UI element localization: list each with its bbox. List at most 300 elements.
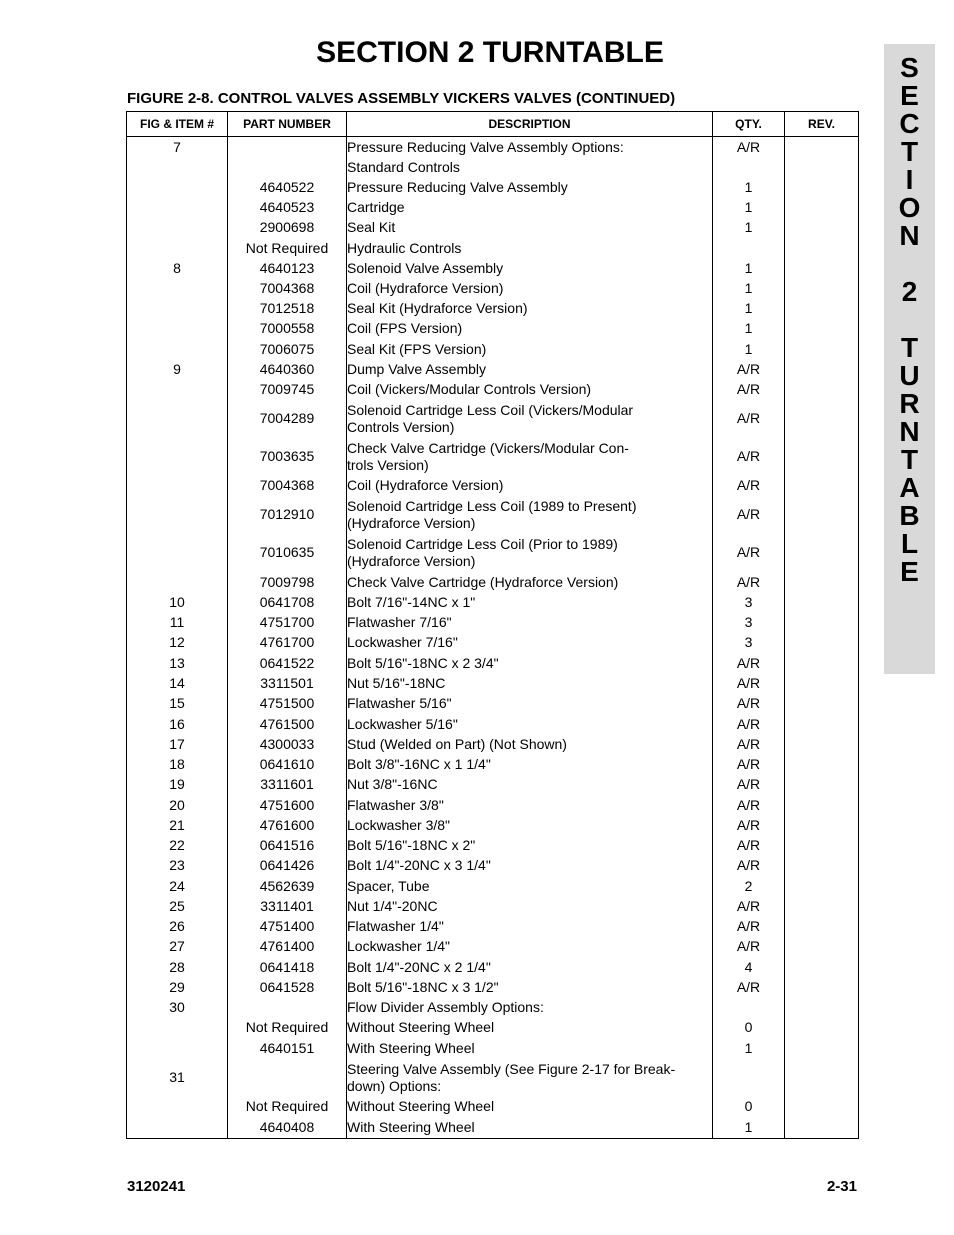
cell-qty: A/R — [713, 360, 785, 380]
cell-fig-item — [127, 198, 228, 218]
cell-rev — [785, 218, 859, 238]
table-header-row — [127, 112, 859, 137]
cell-rev — [785, 400, 859, 438]
cell-part-number: 7004368 — [228, 476, 347, 496]
cell-qty: A/R — [713, 400, 785, 438]
cell-part-number: Not Required — [228, 1018, 347, 1038]
cell-part-number: Not Required — [228, 238, 347, 259]
table-row — [127, 279, 859, 299]
description-line: Solenoid Cartridge Less Coil (1989 to Present) — [347, 498, 637, 514]
cell-rev — [785, 653, 859, 674]
table-row — [127, 360, 859, 380]
cell-rev — [785, 198, 859, 218]
table-row — [127, 218, 859, 238]
cell-qty: A/R — [713, 836, 785, 856]
cell-description: Nut 3/8"-16NC — [347, 775, 713, 795]
table-row — [127, 714, 859, 735]
cell-description: Lockwasher 5/16" — [347, 714, 713, 735]
table-row — [127, 694, 859, 714]
cell-qty: 1 — [713, 339, 785, 360]
table-row — [127, 755, 859, 775]
cell-part-number: 4640522 — [228, 178, 347, 198]
cell-qty: A/R — [713, 137, 785, 158]
cell-part-number: 4761500 — [228, 714, 347, 735]
cell-rev — [785, 795, 859, 816]
cell-rev — [785, 438, 859, 476]
description-line: Check Valve Cartridge (Vickers/Modular Con- — [347, 440, 629, 456]
cell-fig-item — [127, 319, 228, 339]
cell-description: Stud (Welded on Part) (Not Shown) — [347, 735, 713, 755]
cell-fig-item: 12 — [127, 633, 228, 653]
cell-fig-item: 30 — [127, 998, 228, 1018]
cell-description: Flatwasher 5/16" — [347, 694, 713, 714]
cell-qty: 1 — [713, 319, 785, 339]
cell-fig-item — [127, 380, 228, 400]
cell-fig-item: 19 — [127, 775, 228, 795]
cell-rev — [785, 836, 859, 856]
table-row — [127, 438, 859, 476]
table-row — [127, 158, 859, 178]
side-tab-letter: E — [900, 80, 919, 111]
cell-fig-item: 14 — [127, 674, 228, 694]
cell-description: Seal Kit — [347, 218, 713, 238]
cell-rev — [785, 279, 859, 299]
cell-qty: A/R — [713, 755, 785, 775]
side-tab-letter: O — [898, 192, 921, 223]
cell-part-number — [228, 158, 347, 178]
cell-rev — [785, 694, 859, 714]
cell-part-number: 7012910 — [228, 496, 347, 534]
table-row — [127, 299, 859, 319]
cell-rev — [785, 360, 859, 380]
cell-description: Bolt 7/16"-14NC x 1" — [347, 593, 713, 613]
cell-fig-item: 13 — [127, 653, 228, 674]
cell-description: Coil (Vickers/Modular Controls Version) — [347, 380, 713, 400]
cell-fig-item: 20 — [127, 795, 228, 816]
side-tab-letter: B — [899, 500, 920, 531]
cell-description — [347, 438, 713, 476]
side-tab-letter: N — [899, 416, 920, 447]
cell-part-number: 0641708 — [228, 593, 347, 613]
table-row — [127, 400, 859, 438]
cell-description: Check Valve Cartridge (Hydraforce Version) — [347, 572, 713, 593]
cell-qty: A/R — [713, 816, 785, 836]
cell-fig-item: 23 — [127, 856, 228, 876]
cell-rev — [785, 380, 859, 400]
table-row — [127, 572, 859, 593]
table-row — [127, 380, 859, 400]
cell-description: Bolt 5/16"-18NC x 2 3/4" — [347, 653, 713, 674]
cell-part-number: 7012518 — [228, 299, 347, 319]
cell-fig-item — [127, 400, 228, 438]
cell-part-number — [228, 137, 347, 158]
cell-rev — [785, 1059, 859, 1097]
cell-description: Coil (Hydraforce Version) — [347, 279, 713, 299]
cell-description: Nut 5/16"-18NC — [347, 674, 713, 694]
side-tab-letter: U — [899, 360, 920, 391]
cell-description: Lockwasher 1/4" — [347, 937, 713, 957]
cell-fig-item: 17 — [127, 735, 228, 755]
cell-fig-item: 26 — [127, 917, 228, 937]
cell-description — [347, 496, 713, 534]
table-row — [127, 633, 859, 653]
figure-caption: FIGURE 2-8. CONTROL VALVES ASSEMBLY VICKERS VALVES (CONTINUED) — [127, 90, 676, 107]
cell-qty: A/R — [713, 674, 785, 694]
cell-description: Coil (Hydraforce Version) — [347, 476, 713, 496]
table-row — [127, 534, 859, 572]
cell-qty: 1 — [713, 299, 785, 319]
cell-rev — [785, 674, 859, 694]
cell-rev — [785, 496, 859, 534]
cell-fig-item: 22 — [127, 836, 228, 856]
page-number: 2-31 — [826, 1178, 857, 1195]
cell-qty: A/R — [713, 897, 785, 917]
cell-part-number: 7000558 — [228, 319, 347, 339]
cell-qty: A/R — [713, 937, 785, 957]
cell-description: Bolt 1/4"-20NC x 3 1/4" — [347, 856, 713, 876]
cell-rev — [785, 158, 859, 178]
cell-description: Flow Divider Assembly Options: — [347, 998, 713, 1018]
cell-rev — [785, 137, 859, 158]
cell-fig-item — [127, 158, 228, 178]
cell-part-number: 7006075 — [228, 339, 347, 360]
cell-rev — [785, 1018, 859, 1038]
cell-part-number: 0641610 — [228, 755, 347, 775]
table-row — [127, 178, 859, 198]
description-line: down) Options: — [347, 1077, 442, 1094]
table-row — [127, 735, 859, 755]
cell-rev — [785, 178, 859, 198]
cell-qty: A/R — [713, 795, 785, 816]
cell-part-number: 0641418 — [228, 957, 347, 978]
cell-rev — [785, 755, 859, 775]
cell-description: Solenoid Valve Assembly — [347, 259, 713, 279]
cell-rev — [785, 1038, 859, 1059]
side-tab-letter: E — [900, 556, 919, 587]
cell-qty: 1 — [713, 218, 785, 238]
table-row — [127, 319, 859, 339]
table-row — [127, 476, 859, 496]
table-row — [127, 856, 859, 876]
cell-part-number — [228, 1059, 347, 1097]
cell-qty: A/R — [713, 856, 785, 876]
cell-rev — [785, 1097, 859, 1117]
cell-fig-item — [127, 299, 228, 319]
cell-description: Spacer, Tube — [347, 876, 713, 897]
cell-qty: 1 — [713, 1117, 785, 1139]
side-tab-letter: T — [900, 444, 919, 475]
cell-rev — [785, 534, 859, 572]
cell-description: Seal Kit (Hydraforce Version) — [347, 299, 713, 319]
cell-description: Flatwasher 1/4" — [347, 917, 713, 937]
cell-fig-item — [127, 438, 228, 476]
cell-fig-item: 18 — [127, 755, 228, 775]
cell-qty: 1 — [713, 178, 785, 198]
cell-rev — [785, 775, 859, 795]
description-line: (Hydraforce Version) — [347, 514, 476, 531]
table-row — [127, 978, 859, 998]
side-tab-letter: 2 — [901, 276, 918, 307]
cell-qty: A/R — [713, 694, 785, 714]
cell-qty: A/R — [713, 735, 785, 755]
cell-rev — [785, 998, 859, 1018]
cell-fig-item — [127, 572, 228, 593]
cell-fig-item — [127, 534, 228, 572]
cell-description: Lockwasher 7/16" — [347, 633, 713, 653]
cell-qty: 0 — [713, 1097, 785, 1117]
cell-qty: 4 — [713, 957, 785, 978]
column-header-description: DESCRIPTION — [347, 112, 713, 137]
column-header-qty: QTY. — [713, 112, 785, 137]
cell-qty — [713, 1059, 785, 1097]
cell-description: Bolt 1/4"-20NC x 2 1/4" — [347, 957, 713, 978]
description-line: Solenoid Cartridge Less Coil (Prior to 1989) — [347, 536, 618, 552]
cell-rev — [785, 613, 859, 633]
description-line: Solenoid Cartridge Less Coil (Vickers/Modular — [347, 402, 634, 418]
side-tab-letter: S — [900, 52, 919, 83]
page-title: SECTION 2 TURNTABLE — [316, 36, 664, 69]
cell-description: Seal Kit (FPS Version) — [347, 339, 713, 360]
cell-part-number: 7004289 — [228, 400, 347, 438]
cell-description: Pressure Reducing Valve Assembly Options: — [347, 137, 713, 158]
cell-description: Nut 1/4"-20NC — [347, 897, 713, 917]
table-row — [127, 496, 859, 534]
cell-fig-item: 31 — [127, 1059, 228, 1097]
cell-part-number: 3311601 — [228, 775, 347, 795]
cell-part-number: 3311401 — [228, 897, 347, 917]
cell-fig-item: 25 — [127, 897, 228, 917]
cell-description — [347, 534, 713, 572]
cell-fig-item: 28 — [127, 957, 228, 978]
cell-fig-item — [127, 279, 228, 299]
cell-rev — [785, 876, 859, 897]
cell-qty: A/R — [713, 978, 785, 998]
cell-description — [347, 400, 713, 438]
cell-qty: A/R — [713, 572, 785, 593]
cell-description: Bolt 5/16"-18NC x 3 1/2" — [347, 978, 713, 998]
cell-rev — [785, 856, 859, 876]
cell-rev — [785, 714, 859, 735]
cell-description: Without Steering Wheel — [347, 1097, 713, 1117]
cell-rev — [785, 476, 859, 496]
description-line: (Hydraforce Version) — [347, 552, 476, 569]
cell-rev — [785, 978, 859, 998]
column-header-part-number: PART NUMBER — [228, 112, 347, 137]
cell-qty: A/R — [713, 917, 785, 937]
cell-rev — [785, 572, 859, 593]
cell-description: With Steering Wheel — [347, 1038, 713, 1059]
table-row — [127, 876, 859, 897]
cell-part-number: 0641426 — [228, 856, 347, 876]
cell-rev — [785, 735, 859, 755]
table-row — [127, 1038, 859, 1059]
cell-fig-item: 24 — [127, 876, 228, 897]
cell-part-number: 0641516 — [228, 836, 347, 856]
cell-qty: 2 — [713, 876, 785, 897]
cell-qty: 1 — [713, 1038, 785, 1059]
cell-fig-item — [127, 178, 228, 198]
cell-description: Coil (FPS Version) — [347, 319, 713, 339]
cell-qty: 1 — [713, 259, 785, 279]
section-side-tab — [884, 44, 935, 674]
cell-part-number: Not Required — [228, 1097, 347, 1117]
cell-qty: 0 — [713, 1018, 785, 1038]
cell-qty: 3 — [713, 613, 785, 633]
cell-fig-item — [127, 1117, 228, 1139]
table-row — [127, 653, 859, 674]
cell-fig-item — [127, 476, 228, 496]
cell-description: With Steering Wheel — [347, 1117, 713, 1139]
side-tab-letter: T — [900, 136, 919, 167]
cell-part-number: 4751700 — [228, 613, 347, 633]
cell-fig-item: 8 — [127, 259, 228, 279]
cell-description: Bolt 5/16"-18NC x 2" — [347, 836, 713, 856]
table-row — [127, 775, 859, 795]
table-row — [127, 137, 859, 158]
cell-description: Flatwasher 7/16" — [347, 613, 713, 633]
table-row — [127, 1097, 859, 1117]
cell-qty: A/R — [713, 534, 785, 572]
table-row — [127, 998, 859, 1018]
cell-qty: 1 — [713, 279, 785, 299]
cell-qty: A/R — [713, 476, 785, 496]
cell-rev — [785, 633, 859, 653]
cell-description: Dump Valve Assembly — [347, 360, 713, 380]
cell-fig-item: 27 — [127, 937, 228, 957]
cell-part-number — [228, 998, 347, 1018]
document-number: 3120241 — [127, 1178, 186, 1195]
cell-part-number: 4640151 — [228, 1038, 347, 1059]
table-row — [127, 795, 859, 816]
description-line: trols Version) — [347, 456, 429, 473]
cell-rev — [785, 937, 859, 957]
cell-part-number: 3311501 — [228, 674, 347, 694]
cell-description: Flatwasher 3/8" — [347, 795, 713, 816]
cell-part-number: 0641522 — [228, 653, 347, 674]
side-tab-letter: T — [900, 332, 919, 363]
cell-description: Bolt 3/8"-16NC x 1 1/4" — [347, 755, 713, 775]
cell-qty — [713, 238, 785, 259]
parts-table — [126, 111, 859, 1139]
table-row — [127, 1059, 859, 1097]
cell-fig-item: 7 — [127, 137, 228, 158]
cell-rev — [785, 319, 859, 339]
cell-fig-item: 11 — [127, 613, 228, 633]
cell-rev — [785, 593, 859, 613]
cell-part-number: 4751500 — [228, 694, 347, 714]
side-tab-letter: L — [900, 528, 919, 559]
cell-description — [347, 1059, 713, 1097]
cell-fig-item — [127, 496, 228, 534]
cell-qty: 3 — [713, 593, 785, 613]
cell-qty: A/R — [713, 775, 785, 795]
cell-part-number: 4640408 — [228, 1117, 347, 1139]
cell-part-number: 7004368 — [228, 279, 347, 299]
side-tab-letter: I — [905, 164, 914, 195]
side-tab-letter: C — [899, 108, 920, 139]
cell-fig-item — [127, 218, 228, 238]
cell-description: Without Steering Wheel — [347, 1018, 713, 1038]
table-row — [127, 957, 859, 978]
cell-part-number: 4751400 — [228, 917, 347, 937]
cell-description: Lockwasher 3/8" — [347, 816, 713, 836]
description-line: Steering Valve Assembly (See Figure 2-17 for Break- — [347, 1061, 676, 1077]
cell-rev — [785, 816, 859, 836]
table-row — [127, 917, 859, 937]
cell-part-number: 2900698 — [228, 218, 347, 238]
table-row — [127, 1018, 859, 1038]
table-row — [127, 1117, 859, 1139]
table-row — [127, 238, 859, 259]
cell-part-number: 7003635 — [228, 438, 347, 476]
side-tab-letter: N — [899, 220, 920, 251]
cell-qty — [713, 998, 785, 1018]
column-header-rev: REV. — [785, 112, 859, 137]
cell-fig-item: 9 — [127, 360, 228, 380]
table-row — [127, 937, 859, 957]
cell-fig-item — [127, 1018, 228, 1038]
cell-fig-item: 10 — [127, 593, 228, 613]
column-header-fig-item: FIG & ITEM # — [127, 112, 228, 137]
cell-part-number: 4562639 — [228, 876, 347, 897]
cell-qty: A/R — [713, 438, 785, 476]
cell-part-number: 7009798 — [228, 572, 347, 593]
cell-part-number: 4761600 — [228, 816, 347, 836]
cell-part-number: 4640523 — [228, 198, 347, 218]
cell-rev — [785, 259, 859, 279]
cell-description: Hydraulic Controls — [347, 238, 713, 259]
cell-fig-item: 21 — [127, 816, 228, 836]
cell-part-number: 4761700 — [228, 633, 347, 653]
cell-rev — [785, 238, 859, 259]
cell-rev — [785, 917, 859, 937]
cell-part-number: 4640360 — [228, 360, 347, 380]
cell-qty: A/R — [713, 380, 785, 400]
cell-rev — [785, 339, 859, 360]
cell-description: Pressure Reducing Valve Assembly — [347, 178, 713, 198]
cell-part-number: 4761400 — [228, 937, 347, 957]
cell-qty: A/R — [713, 496, 785, 534]
cell-qty — [713, 158, 785, 178]
cell-part-number: 4751600 — [228, 795, 347, 816]
table-row — [127, 674, 859, 694]
table-row — [127, 198, 859, 218]
cell-qty: A/R — [713, 714, 785, 735]
cell-rev — [785, 299, 859, 319]
table-row — [127, 836, 859, 856]
cell-fig-item: 15 — [127, 694, 228, 714]
cell-fig-item: 16 — [127, 714, 228, 735]
cell-rev — [785, 1117, 859, 1139]
table-row — [127, 339, 859, 360]
table-row — [127, 897, 859, 917]
description-line: Controls Version) — [347, 418, 455, 435]
cell-fig-item: 29 — [127, 978, 228, 998]
table-row — [127, 613, 859, 633]
cell-part-number: 0641528 — [228, 978, 347, 998]
cell-qty: 1 — [713, 198, 785, 218]
side-tab-letter: A — [899, 472, 920, 503]
cell-fig-item — [127, 238, 228, 259]
cell-qty: 3 — [713, 633, 785, 653]
cell-rev — [785, 897, 859, 917]
cell-description: Cartridge — [347, 198, 713, 218]
cell-description: Standard Controls — [347, 158, 713, 178]
table-row — [127, 593, 859, 613]
table-row — [127, 259, 859, 279]
cell-part-number: 7010635 — [228, 534, 347, 572]
cell-part-number: 4640123 — [228, 259, 347, 279]
